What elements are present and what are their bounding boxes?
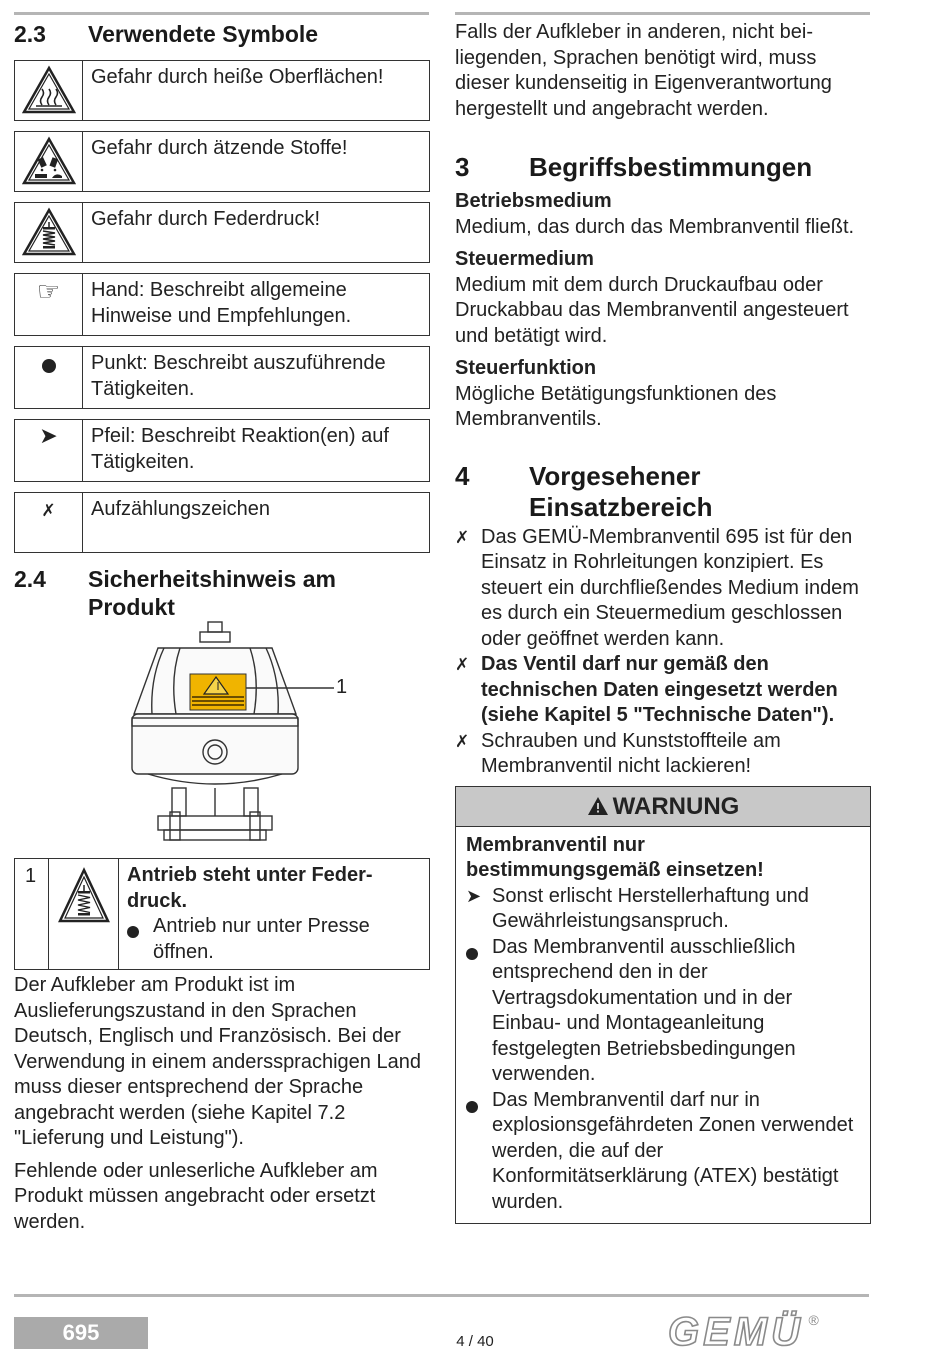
hot-surface-warning-icon bbox=[15, 61, 83, 121]
left-column bbox=[14, 20, 430, 621]
symbol-description: Gefahr durch heiße Oberflächen! bbox=[83, 61, 430, 121]
section-number: 2.3 bbox=[14, 21, 46, 47]
bullet-point-icon bbox=[466, 935, 492, 1088]
section-4-heading bbox=[455, 461, 871, 523]
definition-item bbox=[455, 247, 871, 349]
section-2-3-heading bbox=[14, 20, 430, 48]
bullet-point-icon bbox=[466, 1088, 492, 1216]
symbol-description: Gefahr durch ätzende Stoffe! bbox=[83, 132, 430, 192]
definition-item bbox=[455, 189, 871, 240]
definition-text: Mögliche Betätigungsfunktionen des Membranventils. bbox=[455, 382, 777, 430]
registered-mark: ® bbox=[808, 1312, 819, 1328]
label-number: 1 bbox=[15, 859, 49, 969]
list-marker-icon: ✗ bbox=[455, 731, 470, 751]
symbol-row-hand bbox=[15, 274, 430, 336]
section-3-heading bbox=[455, 152, 871, 183]
definition-term: Betriebsmedium bbox=[455, 190, 612, 212]
section-title-line2: Einsatzbereich bbox=[529, 491, 713, 522]
corrosive-warning-icon bbox=[15, 132, 83, 192]
arrow-icon: ➤ bbox=[15, 420, 83, 482]
product-number-badge: 695 bbox=[14, 1317, 148, 1349]
section-title: Sicherheitshinweis am Produkt bbox=[88, 566, 336, 620]
definition-item bbox=[455, 356, 871, 433]
symbol-row-arrow bbox=[15, 420, 430, 482]
logo-text: GEMÜ bbox=[668, 1310, 804, 1354]
definition-text: Medium, das durch das Membranventil fließt. bbox=[455, 215, 855, 238]
section-title: Verwendete Symbole bbox=[88, 21, 319, 47]
symbol-row-spring-pressure bbox=[15, 203, 430, 263]
symbol-description: Pfeil: Beschreibt Reaktion(en) auf Tätigkeiten. bbox=[83, 420, 430, 482]
section-title-line1: Vorgesehener bbox=[529, 460, 701, 491]
label-title: Antrieb steht unter Feder-druck. bbox=[127, 864, 373, 912]
list-item bbox=[455, 652, 871, 729]
paragraph: Falls der Aufkleber in anderen, nicht bei-liegenden, Sprachen benötigt wird, muss dieser kundenseitig in Eigenverantwortung hergestellt und angebracht werden. bbox=[455, 21, 832, 120]
list-item-text: Schrauben und Kunststoffteile am Membranventil nicht lackieren! bbox=[481, 729, 781, 777]
list-item-text: Das Ventil darf nur gemäß den technischen Daten eingesetzt werden (siehe Kapitel 5 "Technische Daten"). bbox=[481, 653, 838, 726]
top-rule-right bbox=[455, 12, 870, 15]
definition-term: Steuermedium bbox=[455, 248, 594, 270]
hand-pointer-icon: ☞ bbox=[15, 274, 83, 336]
symbol-row-point bbox=[15, 347, 430, 409]
warning-box bbox=[455, 786, 871, 1225]
figure-callout-number: 1 bbox=[336, 676, 348, 698]
section-title: Begriffsbestimmungen bbox=[529, 152, 813, 182]
spring-pressure-warning-icon bbox=[49, 859, 119, 969]
list-marker-icon: ✗ bbox=[15, 493, 83, 553]
warning-bullet-item bbox=[466, 935, 860, 1088]
symbol-description: Hand: Beschreibt allgemeine Hinweise und Empfehlungen. bbox=[83, 274, 430, 336]
warning-arrow-item bbox=[466, 884, 860, 935]
footer-rule bbox=[14, 1294, 869, 1297]
warning-title: Membranventil nur bestimmungsgemäß einsetzen! bbox=[466, 833, 764, 881]
definition-term: Steuerfunktion bbox=[455, 357, 597, 379]
spring-pressure-warning-icon bbox=[15, 203, 83, 263]
symbol-description: Aufzählungszeichen bbox=[83, 493, 430, 553]
right-column bbox=[455, 20, 871, 1224]
definition-text: Medium mit dem durch Druckaufbau oder Druckabbau das Membranventil angesteuert und betätigt wird. bbox=[455, 273, 849, 347]
label-table bbox=[14, 858, 430, 970]
warning-header-text: WARNUNG bbox=[612, 792, 740, 820]
symbol-row-corrosive bbox=[15, 132, 430, 192]
warning-bullet-item bbox=[466, 1088, 860, 1216]
warning-item-text: Sonst erlischt Herstellerhaftung und Gewährleistungsanspruch. bbox=[492, 884, 809, 932]
list-item-text: Das GEMÜ-Membranventil 695 ist für den Einsatz in Rohrleitungen konzipiert. Es steuert ein durchfließendes Medium indem es durch ein Steuermedium geschlossen oder geöffnet werden kann. bbox=[481, 525, 859, 650]
symbol-description: Punkt: Beschreibt auszuführende Tätigkeiten. bbox=[83, 347, 430, 409]
symbols-table bbox=[14, 60, 430, 553]
warning-item-text: Das Membranventil darf nur in explosionsgefährdeten Zonen verwendet werden, die auf der Konformitätserklärung (ATEX) bestätigt wurden. bbox=[492, 1088, 854, 1213]
page-number: 4 / 40 bbox=[456, 1333, 494, 1350]
warning-triangle-icon bbox=[587, 789, 609, 829]
bullet-point-icon bbox=[15, 347, 83, 409]
symbol-row-list-marker bbox=[15, 493, 430, 553]
list-item bbox=[455, 729, 871, 780]
label-content bbox=[119, 859, 429, 969]
warning-body bbox=[456, 827, 870, 1224]
warning-header bbox=[456, 787, 870, 827]
paragraph: Der Aufkleber am Produkt ist im Auslieferungszustand in den Sprachen Deutsch, Englisch und Französisch. Bei der Verwendung in einem anderssprachigen Land muss dieser entsprechend der Sprache angebracht werden (siehe Kapitel 7.2 "Lieferung und Leistung"). bbox=[14, 974, 421, 1149]
section-number: 2.4 bbox=[14, 566, 46, 592]
list-marker-icon: ✗ bbox=[455, 655, 470, 674]
warning-item-text: Das Membranventil ausschließlich entsprechend den in der Vertragsdokumentation und in der Einbau- und Montageanleitung festgelegten Betriebsbedingungen verwenden. bbox=[492, 935, 796, 1085]
gemu-logo bbox=[668, 1312, 819, 1352]
symbol-description: Gefahr durch Federdruck! bbox=[83, 203, 430, 263]
valve-illustration bbox=[120, 618, 360, 848]
paragraph: Fehlende oder unleserliche Aufkleber am Produkt müssen angebracht oder ersetzt werden. bbox=[14, 1159, 378, 1233]
left-paragraphs bbox=[14, 973, 430, 1235]
list-marker-icon: ✗ bbox=[455, 527, 470, 547]
section-2-4-heading bbox=[14, 565, 430, 621]
symbol-row-hot-surface bbox=[15, 61, 430, 121]
list-item bbox=[455, 525, 871, 653]
label-bullet-text: Antrieb nur unter Presse öffnen. bbox=[153, 915, 370, 963]
top-rule-left bbox=[14, 12, 429, 15]
section-number: 4 bbox=[455, 460, 470, 491]
section-number: 3 bbox=[455, 152, 470, 182]
arrow-icon: ➤ bbox=[466, 885, 482, 906]
bullet-point-icon bbox=[127, 914, 153, 965]
